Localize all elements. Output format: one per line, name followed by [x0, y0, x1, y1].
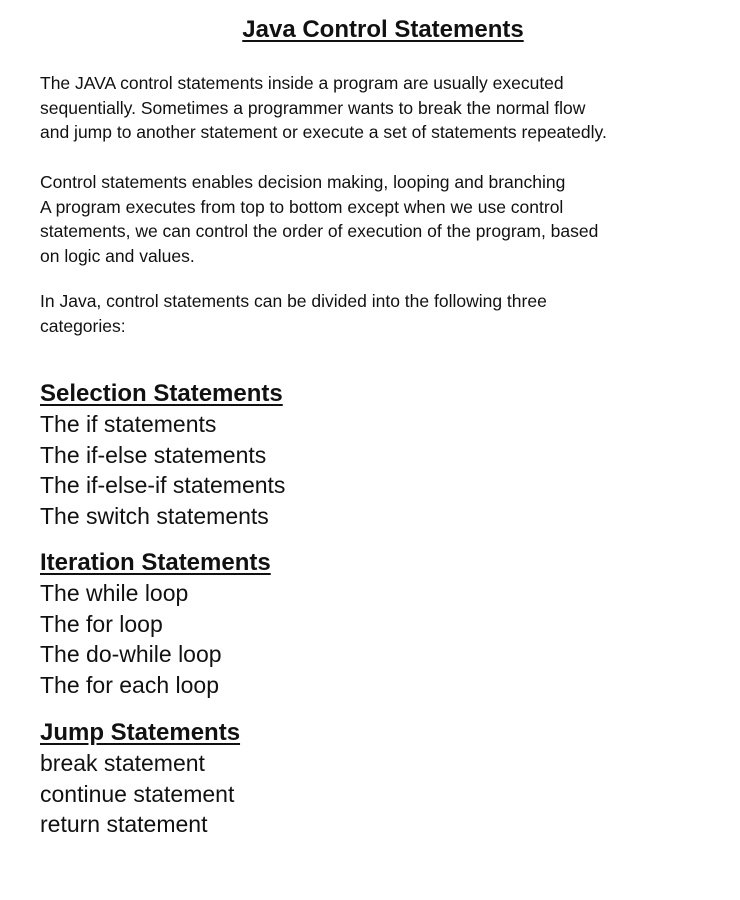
intro-paragraph: [40, 71, 730, 145]
paragraph-line: categories:: [40, 315, 126, 336]
paragraph-line: statements, we can control the order of execution of the program, based: [40, 221, 599, 241]
selection-statements-section: [40, 379, 700, 531]
list-item: The do-while loop: [40, 641, 222, 667]
paragraph-line: A program executes from top to bottom except when we use control: [40, 196, 564, 217]
section-heading: Jump Statements: [40, 719, 241, 746]
section-heading: Selection Statements: [40, 380, 283, 407]
page-title: Java Control Statements: [242, 16, 524, 43]
iteration-statements-section: [40, 548, 700, 700]
list-item: The if-else-if statements: [40, 472, 286, 498]
statement-list: [40, 578, 700, 700]
list-item: The switch statements: [40, 502, 269, 529]
categories-paragraph: [40, 289, 730, 338]
jump-statements-section: [40, 718, 700, 840]
control-flow-paragraph: [40, 170, 730, 268]
paragraph-line: on logic and values.: [40, 245, 195, 266]
statement-list: [40, 748, 700, 840]
paragraph-line: The JAVA control statements inside a program are usually executed: [40, 73, 564, 93]
paragraph-line: sequentially. Sometimes a programmer wants to break the normal flow: [40, 97, 586, 118]
paragraph-line: In Java, control statements can be divided into the following three: [40, 291, 547, 311]
statement-list: [40, 409, 700, 531]
list-item: The if statements: [40, 411, 217, 437]
list-item: The while loop: [40, 580, 189, 606]
section-heading: Iteration Statements: [40, 549, 271, 576]
list-item: The for each loop: [40, 671, 220, 698]
list-item: The for loop: [40, 610, 163, 637]
paragraph-line: and jump to another statement or execute a set of statements repeatedly.: [40, 122, 607, 142]
paragraph-line: Control statements enables decision making, looping and branching: [40, 172, 566, 192]
list-item: continue statement: [40, 780, 235, 807]
list-item: break statement: [40, 750, 205, 776]
list-item: The if-else statements: [40, 441, 267, 468]
list-item: return statement: [40, 811, 208, 837]
